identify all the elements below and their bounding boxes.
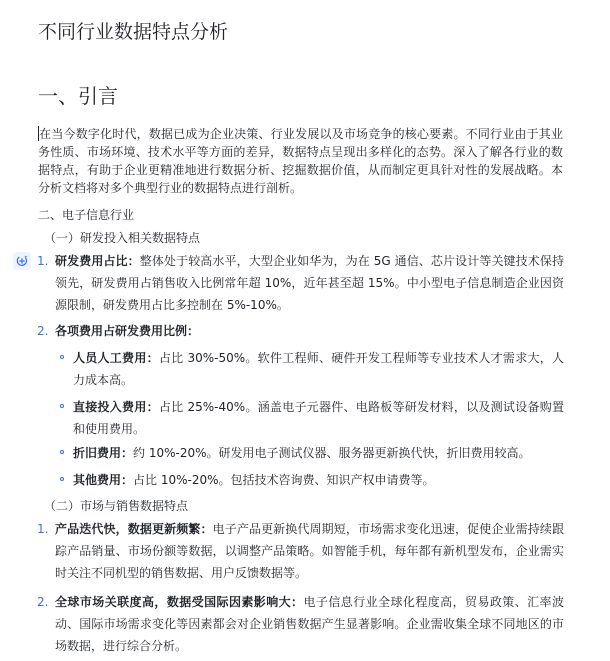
list-number: 2. (37, 324, 49, 338)
bullet-icon (60, 450, 64, 454)
bullet-item-text: 约 10%-20%。研发用电子测试仪器、服务器更新换代快，折旧费用较高。 (133, 446, 531, 460)
list-item-label: 产品迭代快，数据更新频繁： (55, 522, 213, 536)
document-title[interactable]: 不同行业数据特点分析 (38, 21, 229, 43)
bullet-item-text: 占比 25%-40%。涵盖电子元器件、电路板等研发材料，以及测试设备购置和使用费用。 (73, 400, 564, 436)
bullet-item-other-cost[interactable] (73, 469, 564, 491)
list-number: 1. (37, 522, 49, 536)
bullet-item-depreciation[interactable] (73, 442, 564, 464)
bullet-item-direct-cost[interactable] (73, 396, 564, 440)
list-item-rd-ratio[interactable] (37, 250, 564, 316)
bullet-item-text: 占比 10%-20%。包括技术咨询费、知识产权申请费等。 (133, 473, 435, 487)
bullet-item-label: 其他费用： (73, 473, 134, 487)
list-item-product-iteration[interactable] (37, 518, 564, 584)
list-item-text: 整体处于较高水平，大型企业如华为，为在 5G 通信、芯片设计等关键技术保持领先，研发费用占销售收入比例常年超 10%，近年甚至超 15%。中小型电子信息制造企业因资源限制，研发费用占比多控制在 5%-10%。 (55, 254, 564, 312)
list-item-global-market[interactable] (37, 591, 564, 657)
list-number: 2. (37, 595, 49, 609)
bullet-item-label: 人员人工费用： (73, 351, 159, 365)
add-block-icon[interactable] (13, 252, 31, 270)
add-block-glyph (15, 254, 29, 268)
intro-text: 在当今数字化时代，数据已成为企业决策、行业发展以及市场竞争的核心要素。不同行业由于其业务性质、市场环境、技术水平等方面的差异，数据特点呈现出多样化的态势。深入了解各行业的数据特点，有助于企业更精准地进行数据分析、挖掘数据价值，从而制定更具针对性的发展战略。本分析文档将对多个典型行业的数据特点进行剖析。 (38, 127, 563, 195)
bullet-item-labor-cost[interactable] (73, 347, 564, 391)
list-number: 1. (37, 254, 49, 268)
bullet-item-label: 折旧费用： (73, 446, 134, 460)
list-item-label: 各项费用占研发费用比例： (55, 324, 200, 338)
list-item-text: 电子产品更新换代周期短，市场需求变化迅速，促使企业需持续跟踪产品销量、市场份额等数据，以调整产品策略。如智能手机，每年都有新机型发布，企业需实时关注不同机型的销售数据、用户反馈数据等。 (55, 522, 564, 580)
bullet-item-text: 占比 30%-50%。软件工程师、硬件开发工程师等专业技术人才需求大，人力成本高。 (73, 351, 564, 387)
heading-electronics-industry[interactable]: 二、电子信息行业 (38, 208, 135, 222)
list-item-cost-breakdown[interactable] (37, 320, 564, 342)
bullet-icon (60, 404, 64, 408)
list-item-label: 研发费用占比： (55, 254, 140, 268)
list-item-label: 全球市场关联度高，数据受国际因素影响大： (55, 595, 304, 609)
heading-introduction[interactable]: 一、引言 (38, 84, 118, 108)
bullet-icon (60, 477, 64, 481)
intro-paragraph[interactable] (38, 125, 563, 197)
heading-market-sales[interactable]: （二）市场与销售数据特点 (44, 499, 189, 513)
bullet-icon (60, 355, 64, 359)
list-item-text: 电子信息行业全球化程度高，贸易政策、汇率波动、国际市场需求变化等因素都会对企业销售数据产生显著影响。企业需收集全球不同地区的市场数据，进行综合分析。 (55, 595, 564, 653)
heading-rd-investment[interactable]: （一）研发投入相关数据特点 (44, 231, 201, 245)
bullet-item-label: 直接投入费用： (73, 400, 159, 414)
